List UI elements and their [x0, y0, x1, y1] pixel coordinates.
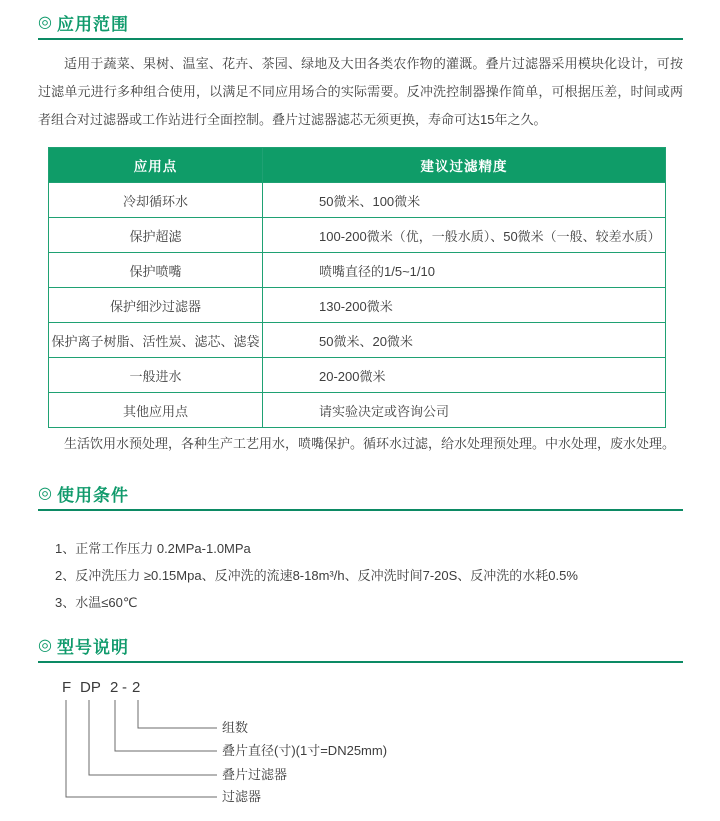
- model-code-part: 2: [110, 679, 119, 696]
- precision-cell: 喷嘴直径的1/5~1/10: [263, 253, 666, 288]
- table-row: [49, 183, 666, 218]
- table-header-row: [49, 148, 666, 183]
- section-header-application-scope: [38, 10, 129, 35]
- application-point-cell: 其他应用点: [49, 393, 263, 428]
- model-code-part: 2: [132, 679, 141, 696]
- table-row: [49, 218, 666, 253]
- precision-cell: 100-200微米（优，一般水质）、50微米（一般、较差水质）: [263, 218, 666, 253]
- application-point-cell: 一般进水: [49, 358, 263, 393]
- precision-cell: 50微米、100微米: [263, 183, 666, 218]
- condition-item: 3、水温≤60℃: [55, 595, 138, 610]
- section-divider: [38, 661, 683, 663]
- precision-cell: 20-200微米: [263, 358, 666, 393]
- column-header-recommended-precision: 建议过滤精度: [263, 148, 666, 183]
- section-header-model-description: [38, 633, 129, 658]
- table-row: [49, 393, 666, 428]
- bullseye-icon: ◎: [38, 13, 52, 31]
- precision-cell: 请实验决定或咨询公司: [263, 393, 666, 428]
- table-row: [49, 288, 666, 323]
- section-title-model-description: 型号说明: [56, 638, 129, 657]
- section-header-usage-conditions: [38, 481, 129, 506]
- usage-conditions-list: [55, 535, 695, 616]
- model-code-part: F: [62, 679, 72, 696]
- application-outro-paragraph: 生活饮用水预处理，各种生产工艺用水，喷嘴保护。循环水过滤，给水处理预处理。中水处理，废水处理。: [64, 436, 676, 451]
- application-point-cell: 保护喷嘴: [49, 253, 263, 288]
- application-point-cell: 保护超滤: [49, 218, 263, 253]
- column-header-application-point: 应用点: [49, 148, 263, 183]
- section-divider: [38, 509, 683, 511]
- table-row: [49, 358, 666, 393]
- model-label-groups: 组数: [222, 720, 249, 735]
- application-point-cell: 冷却循环水: [49, 183, 263, 218]
- condition-item: 2、反冲洗压力 ≥0.15Mpa、反冲洗的流速8-18m³/h、反冲洗时间7-20S、反冲洗的水耗0.5%: [55, 568, 578, 583]
- model-code-part: -: [122, 679, 127, 696]
- application-point-cell: 保护细沙过滤器: [49, 288, 263, 323]
- precision-cell: 130-200微米: [263, 288, 666, 323]
- table-row: [49, 323, 666, 358]
- model-label-filter: 过滤器: [222, 789, 262, 804]
- section-title-usage-conditions: 使用条件: [56, 486, 129, 505]
- application-intro-paragraph: 适用于蔬菜、果树、温室、花卉、茶园、绿地及大田各类农作物的灌溉。叠片过滤器采用模块化设计，可按过滤单元进行多种组合使用，以满足不同应用场合的实际需要。反冲洗控制器操作简单，可根据压差，时间或两者组合对过滤器或工作站进行全面控制。叠片过滤器滤芯无须更换，寿命可达15年之久。: [38, 56, 683, 127]
- section-divider: [38, 38, 683, 40]
- filtration-precision-table: [48, 147, 666, 428]
- precision-cell: 50微米、20微米: [263, 323, 666, 358]
- application-point-cell: 保护离子树脂、活性炭、滤芯、滤袋: [49, 323, 263, 358]
- bullseye-icon: ◎: [38, 636, 52, 654]
- condition-item: 1、正常工作压力 0.2MPa-1.0MPa: [55, 541, 251, 556]
- model-code-part: DP: [80, 679, 101, 696]
- section-title-application-scope: 应用范围: [56, 15, 129, 34]
- model-label-disc-filter: 叠片过滤器: [222, 767, 288, 782]
- table-row: [49, 253, 666, 288]
- model-label-disc-diameter: 叠片直径(寸)(1寸=DN25mm): [222, 743, 388, 758]
- model-code-diagram: [0, 676, 720, 821]
- bullseye-icon: ◎: [38, 484, 52, 502]
